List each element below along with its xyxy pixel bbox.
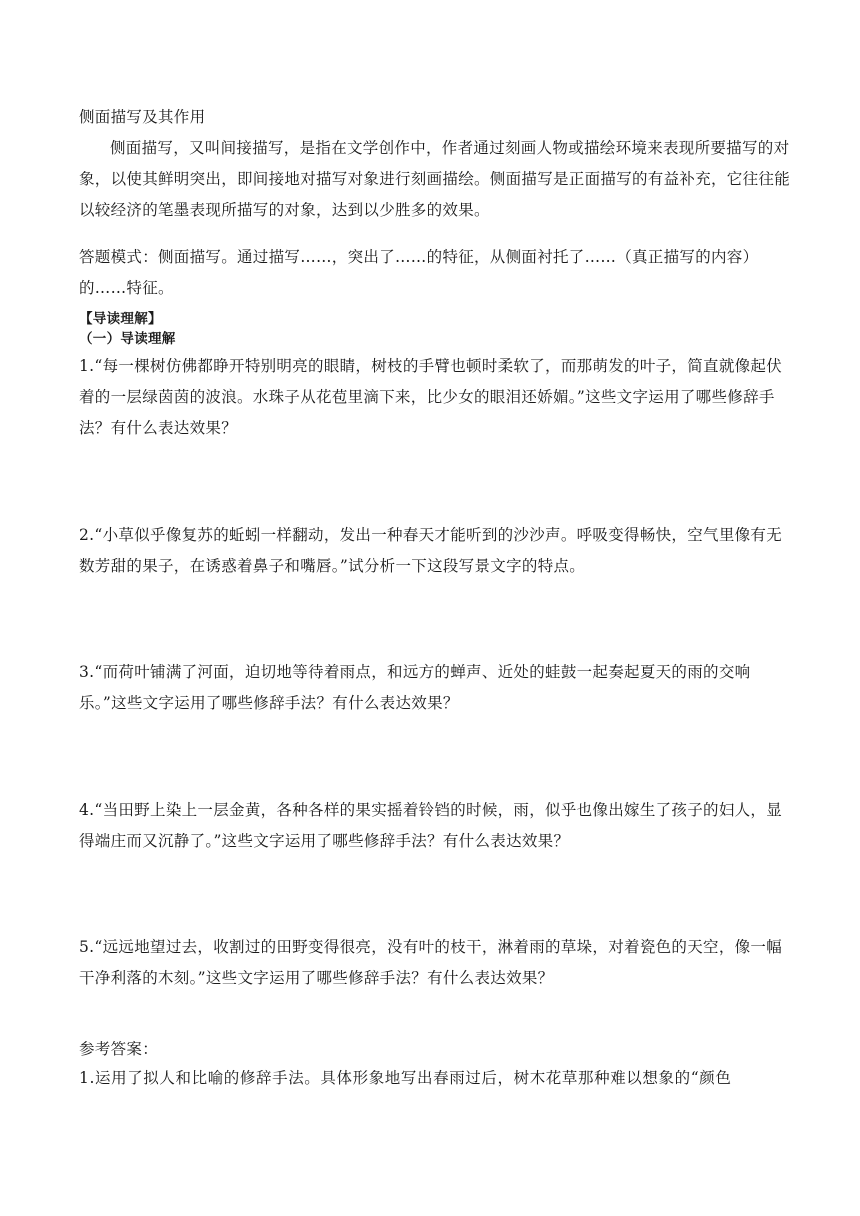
section-title: 侧面描写及其作用 xyxy=(79,108,206,126)
guide-subheading: （一）导读理解 xyxy=(79,331,176,347)
guide-heading: 【导读理解】 xyxy=(79,311,162,327)
question-4: 4.“当田野上染上一层金黄，各种各样的果实摇着铃铛的时候，雨，似乎也像出嫁生了孩子的妇人，显得端庄而又沉静了。”这些文字运用了哪些修辞手法？有什么表达效果？ xyxy=(79,801,783,850)
question-1: 1.“每一棵树仿佛都睁开特别明亮的眼睛，树枝的手臂也顿时柔软了，而那萌发的叶子，简直就像起伏着的一层绿茵茵的波浪。水珠子从花苞里滴下来，比少女的眼泪还娇媚。”这些文字运用了哪些修辞手法？有什么表达效果？ xyxy=(79,357,783,437)
answers-heading: 参考答案： xyxy=(79,1040,159,1058)
question-3: 3.“而荷叶铺满了河面，迫切地等待着雨点，和远方的蝉声、近处的蛙鼓一起奏起夏天的雨的交响乐。”这些文字运用了哪些修辞手法？有什么表达效果？ xyxy=(79,663,751,712)
definition-paragraph: 侧面描写，又叫间接描写，是指在文学创作中，作者通过刻画人物或描绘环境来表现所要描写的对象，以使其鲜明突出，即间接地对描写对象进行刻画描绘。侧面描写是正面描写的有益补充，它往往能以较经济的笔墨表现所描写的对象，达到以少胜多的效果。 xyxy=(79,139,791,219)
answer-pattern: 答题模式：侧面描写。通过描写……，突出了……的特征，从侧面衬托了……（真正描写的内容）的……特征。 xyxy=(79,248,759,297)
question-5: 5.“远远地望过去，收割过的田野变得很亮，没有叶的枝干，淋着雨的草垛，对着瓷色的天空，像一幅干净利落的木刻。”这些文字运用了哪些修辞手法？有什么表达效果？ xyxy=(79,938,783,987)
answer-1: 1.运用了拟人和比喻的修辞手法。具体形象地写出春雨过后，树木花草那种难以想象的“颜色 xyxy=(79,1069,732,1087)
question-2: 2.“小草似乎像复苏的蚯蚓一样翻动，发出一种春天才能听到的沙沙声。呼吸变得畅快，空气里像有无数芳甜的果子，在诱惑着鼻子和嘴唇。”试分析一下这段写景文字的特点。 xyxy=(79,526,783,575)
